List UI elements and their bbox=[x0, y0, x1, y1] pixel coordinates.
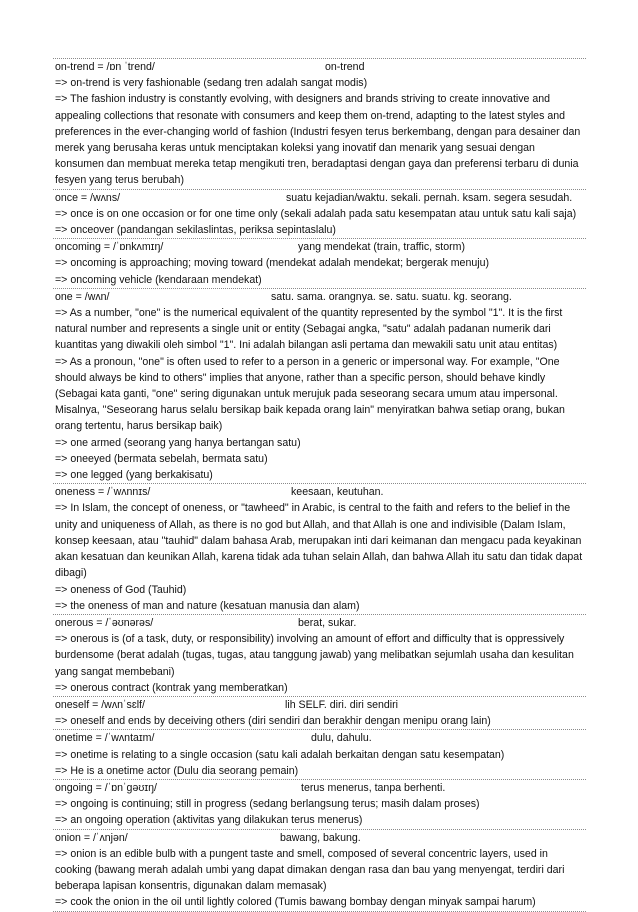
dictionary-entry bbox=[53, 190, 586, 240]
entry-headline bbox=[53, 615, 586, 631]
entry-line: => once is on one occasion or for one time only (sekali adalah pada satu kesempatan atau untuk satu kali saja) bbox=[55, 207, 577, 220]
entry-line: => oncoming is approaching; moving toward (mendekat adalah mendekat; bergerak menuju) bbox=[55, 257, 490, 270]
entry-line: => on-trend is very fashionable (sedang tren adalah sangat modis) bbox=[55, 77, 368, 90]
entry-meaning: berat, sukar. bbox=[298, 616, 357, 629]
entry-headline bbox=[53, 59, 586, 75]
dictionary-entry bbox=[53, 289, 586, 484]
entry-line: => oneness of God (Tauhid) bbox=[55, 583, 187, 596]
entry-headline bbox=[53, 239, 586, 255]
entry-line: => the oneness of man and nature (kesatuan manusia dan alam) bbox=[55, 599, 360, 612]
entry-headline bbox=[53, 289, 586, 305]
entry-line: => oneeyed (bermata sebelah, bermata satu) bbox=[55, 452, 268, 465]
entry-headline bbox=[53, 190, 586, 206]
entry-line: => He is a onetime actor (Dulu dia seorang pemain) bbox=[55, 764, 299, 777]
entry-headline bbox=[53, 780, 586, 796]
entry-line: => ongoing is continuing; still in progress (sedang berlangsung terus; masih dalam proses) bbox=[55, 798, 480, 811]
entry-meaning: suatu kejadian/waktu. sekali. pernah. ksam. segera sesudah. bbox=[286, 191, 573, 204]
entry-term: on-trend = /ɒn ˈtrend/ bbox=[55, 61, 155, 73]
entry-line: => onerous contract (kontrak yang memberatkan) bbox=[55, 681, 288, 694]
entry-term: onion = /ˈʌnjən/ bbox=[55, 831, 128, 844]
entry-meaning: satu. sama. orangnya. se. satu. suatu. kg. seorang. bbox=[271, 290, 512, 303]
entry-meaning: yang mendekat (train, traffic, storm) bbox=[298, 241, 466, 254]
dictionary-entry bbox=[53, 484, 586, 615]
entry-meaning: terus menerus, tanpa berhenti. bbox=[301, 781, 446, 794]
entry-term: once = /wʌns/ bbox=[55, 191, 121, 204]
entry-line: => The fashion industry is constantly evolving, with designers and brands striving to create innovative and appealing collections that resonate with consumers and keep them on-trend, adapting to the latest styles and preferences in the ever-changing world of fashion (Industri fesyen terus berkembang, dengan para desainer dan merek yang berusaha keras untuk menciptakan koleksi yang inovatif dan menarik yang sesuai dengan konsumen dan membuat mereka tetap mengikuti tren, beradaptasi dengan gaya dan preferensi terbaru di dunia fesyen yang terus berubah) bbox=[55, 93, 581, 187]
dictionary-entry bbox=[53, 830, 586, 912]
dictionary-entry bbox=[53, 239, 586, 289]
entry-term: onerous = /ˈəʊnərəs/ bbox=[55, 616, 154, 629]
entry-line: => In Islam, the concept of oneness, or "tawheed" in Arabic, is central to the faith and refers to the belief in the unity and uniqueness of Allah, as there is no god but Allah, and that Allah is one and indivisible (Dalam Islam, konsep keesaan, atau "tauhid" dalam bahasa Arab, merupakan inti dari keimanan dan mengacu pada keyakinan akan kesatuan dan keunikan Allah, karena tidak ada tuhan selain Allah, dan bahwa Allah itu satu dan tidak dapat dibagi) bbox=[55, 502, 583, 580]
entry-line: => onion is an edible bulb with a pungent taste and smell, composed of several concentric layers, used in cooking (bawang merah adalah umbi yang dapat dimakan dengan rasa dan bau yang menyengat, terdiri dari beberapa lapisan konsentris, digunakan dalam memasak) bbox=[55, 847, 565, 893]
entry-line: => onetime is relating to a single occasion (satu kali adalah berkaitan dengan satu kesempatan) bbox=[55, 748, 505, 761]
dictionary-entry bbox=[53, 615, 586, 697]
entry-term: one = /wʌn/ bbox=[55, 290, 110, 303]
entry-meaning: lih SELF. diri. diri sendiri bbox=[285, 698, 399, 711]
entry-term: oncoming = /ˈɒnkʌmɪŋ/ bbox=[55, 241, 164, 254]
entry-line: => one armed (seorang yang hanya bertangan satu) bbox=[55, 436, 301, 449]
entry-meaning: dulu, dahulu. bbox=[311, 732, 372, 745]
entry-term: oneness = /ˈwʌnnɪs/ bbox=[55, 486, 151, 499]
entry-line: => oneself and ends by deceiving others (diri sendiri dan berakhir dengan menipu orang lain) bbox=[55, 715, 491, 728]
entry-line: => onerous is (of a task, duty, or responsibility) involving an amount of effort and difficulty that is oppressively burdensome (berat adalah (tugas, tugas, atau tanggung jawab) yang melibatkan sejumlah usaha dan kesulitan yang sangat membebani) bbox=[55, 633, 574, 678]
entry-term: onetime = /ˈwʌntaɪm/ bbox=[55, 732, 155, 745]
entry-line: => oncoming vehicle (kendaraan mendekat) bbox=[55, 273, 262, 286]
entry-line: => As a pronoun, "one" is often used to refer to a person in a generic or impersonal way. For example, "One should always be kind to others" implies that anyone, rather than a specific person, should behave kindly (Sebagai kata ganti, "one" sering digunakan untuk merujuk pada seseorang secara umum atau impersonal. Misalnya, "Seseorang harus selalu bersikap baik kepada orang lain" menyiratkan bahwa setiap orang, bukan orang tertentu, harus bersikap baik) bbox=[55, 355, 565, 433]
dictionary-entry bbox=[53, 730, 586, 780]
entry-headline bbox=[53, 730, 586, 746]
entry-line: => cook the onion in the oil until lightly colored (Tumis bawang bombay dengan minyak sampai harum) bbox=[55, 896, 536, 909]
entry-line: => As a number, "one" is the numerical equivalent of the quantity represented by the symbol "1". It is the first natural number and represents a single unit or entity (Sebagai angka, "satu" adalah padanan numerik dari kuantitas yang diwakili oleh simbol "1". Ini adalah bilangan asli pertama dan mewakili satu unit atau entitas) bbox=[55, 307, 563, 352]
entry-headline bbox=[53, 484, 586, 500]
entry-line: => onceover (pandangan sekilaslintas, periksa sepintaslalu) bbox=[55, 224, 336, 237]
entry-headline bbox=[53, 697, 586, 713]
entry-headline bbox=[53, 830, 586, 846]
entry-line: => an ongoing operation (aktivitas yang dilakukan terus menerus) bbox=[55, 814, 363, 827]
entry-meaning: on-trend bbox=[325, 61, 365, 73]
entry-meaning: bawang, bakung. bbox=[280, 831, 361, 844]
entry-term: oneself = /wʌnˈsɛlf/ bbox=[55, 698, 145, 711]
dictionary-entry bbox=[53, 59, 586, 190]
entry-term: ongoing = /ˈɒnˈɡəʊɪŋ/ bbox=[55, 781, 157, 794]
dictionary-entry bbox=[53, 780, 586, 830]
entry-meaning: keesaan, keutuhan. bbox=[291, 486, 384, 499]
dictionary-page bbox=[53, 58, 586, 912]
entry-line: => one legged (yang berkakisatu) bbox=[55, 469, 213, 482]
dictionary-entry bbox=[53, 697, 586, 730]
